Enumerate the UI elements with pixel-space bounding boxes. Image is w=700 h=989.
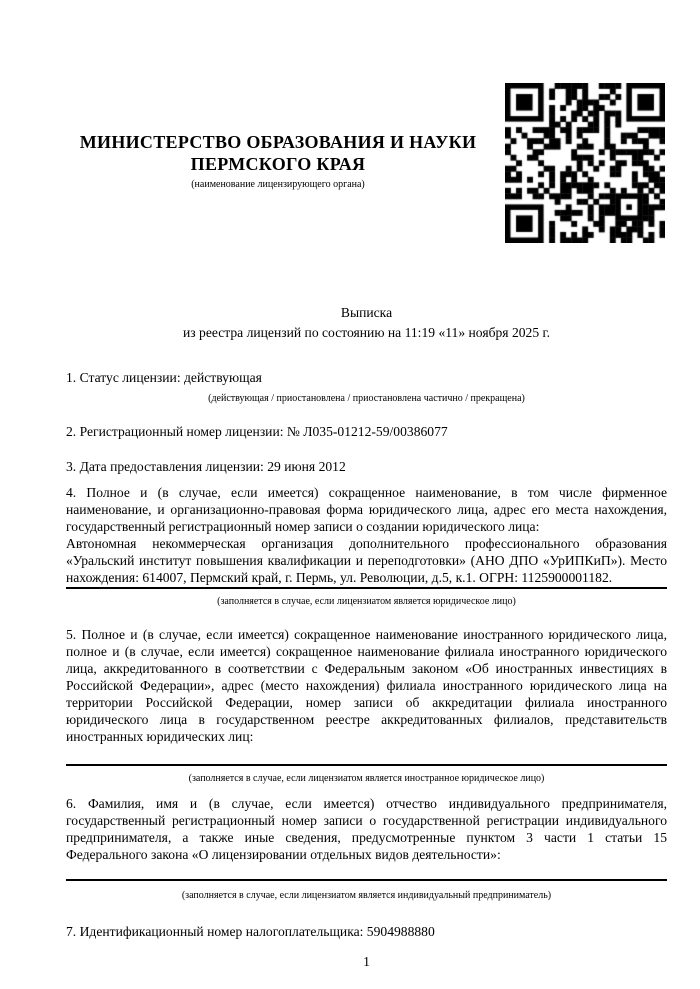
licensing-authority	[66, 131, 490, 191]
legal-entity-field-line	[66, 587, 667, 589]
ministry-name-line2: ПЕРМСКОГО КРАЯ	[190, 154, 366, 174]
document-title	[66, 303, 667, 343]
document-header	[66, 0, 667, 270]
item-legal-entity-value: Автономная некоммерческая организация дополнительного профессионального образования «Уральский институт повышения квалификации и переподготовки» (АНО ДПО «УрИПКиП»). Место нахождения: 614007, Пермский край, г. Пермь, ул. Революции, д.5, к.1. ОГРН: 1125900001182.	[66, 536, 667, 585]
foreign-entity-field-line	[66, 764, 667, 766]
page-number: 1	[363, 954, 370, 969]
item-legal-entity-caption: (заполняется в случае, если лицензиатом является юридическое лицо)	[217, 596, 516, 607]
item-license-status: 1. Статус лицензии: действующая	[66, 370, 262, 385]
ministry-name-line1: МИНИСТЕРСТВО ОБРАЗОВАНИЯ И НАУКИ	[79, 132, 477, 152]
item-foreign-entity-label: 5. Полное и (в случае, если имеется) сокращенное наименование иностранного юридического лица, полное и (в случае, если имеется) сокращенное наименование филиала иностранного юридического лица, аккредитованного в соответствии с Федеральным законом «Об иностранных инвестициях в Российской Федерации», адрес (место нахождения) филиала иностранного юридического лица на территории Российской Федерации, номер записи об аккредитации филиала иностранного юридического лица в государственном реестре аккредитованных филиалов, представительств иностранных юридических лиц:	[66, 627, 667, 744]
ministry-caption: (наименование лицензирующего органа)	[191, 179, 365, 190]
item-grant-date: 3. Дата предоставления лицензии: 29 июня 2012	[66, 459, 346, 474]
item-foreign-entity-caption: (заполняется в случае, если лицензиатом является иностранное юридическое лицо)	[188, 773, 545, 784]
entrepreneur-field-line	[66, 879, 667, 881]
item-registration-number: 2. Регистрационный номер лицензии: № Л035-01212-59/00386077	[66, 424, 448, 439]
qr-code-icon	[505, 83, 665, 243]
item-inn: 7. Идентификационный номер налогоплательщика: 5904988880	[66, 924, 435, 939]
item-entrepreneur-caption: (заполняется в случае, если лицензиатом является индивидуальный предприниматель)	[181, 890, 552, 901]
title-line1: Выписка	[340, 305, 393, 320]
title-line2: из реестра лицензий по состоянию на 11:19 «11» ноября 2025 г.	[182, 325, 550, 340]
item-legal-entity-label: 4. Полное и (в случае, если имеется) сокращенное наименование, в том числе фирменное наименование, и организационно-правовая форма юридического лица, адрес его места нахождения, государственный регистрационный номер записи о создании юридического лица:	[66, 485, 667, 534]
item-license-status-caption: (действующая / приостановлена / приостановлена частично / прекращена)	[208, 393, 525, 404]
item-entrepreneur-label: 6. Фамилия, имя и (в случае, если имеется) отчество индивидуального предпринимателя, государственный регистрационный номер записи о государственной регистрации индивидуального предпринимателя, а также иные сведения, предусмотренные пунктом 3 части 1 статьи 15 Федерального закона «О лицензировании отдельных видов деятельности»:	[66, 796, 667, 862]
